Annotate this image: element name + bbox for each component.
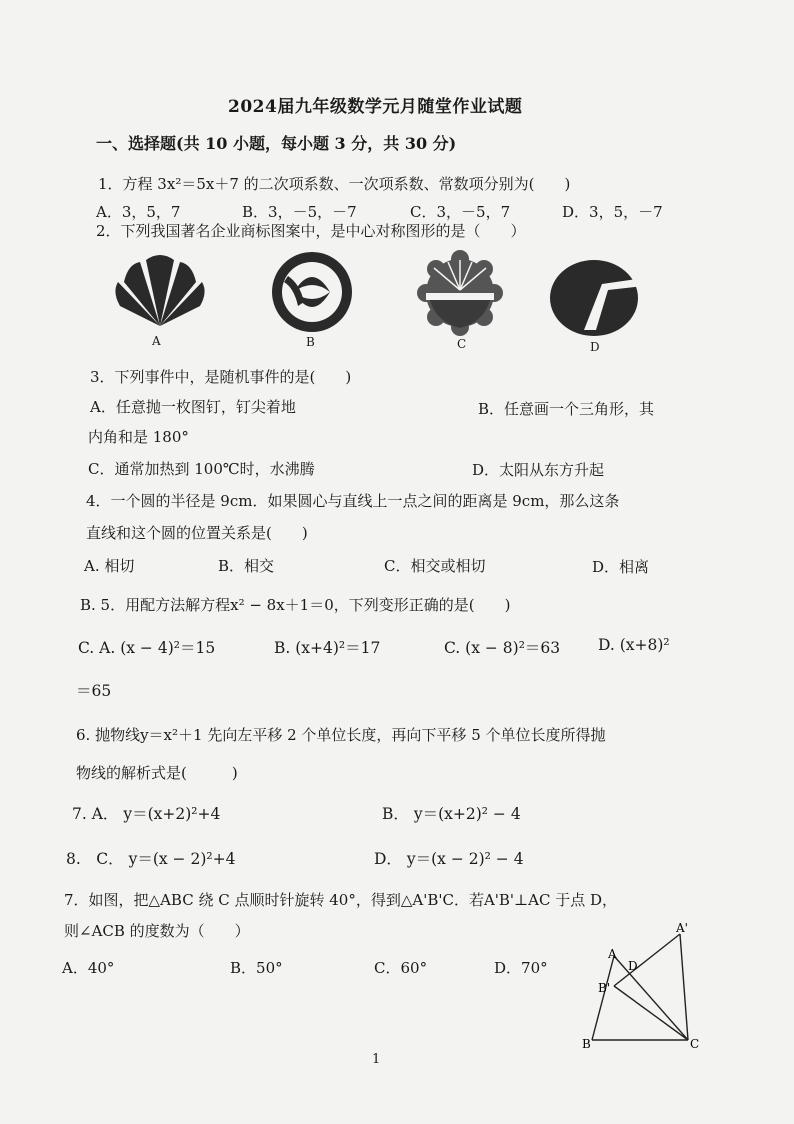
question-6-option-a: 7. A． y＝(x+2)²+4 xyxy=(72,805,221,823)
question-7-option-b: B．50° xyxy=(230,959,283,977)
question-1-option-c: C．3，－5，7 xyxy=(410,203,511,221)
question-3-option-d: D．太阳从东方升起 xyxy=(472,461,605,479)
vertex-label-c: C xyxy=(690,1037,700,1051)
question-5-option-d: D. (x+8)² xyxy=(598,636,670,654)
question-6-option-c: 8. C． y＝(x − 2)²+4 xyxy=(66,850,236,868)
logo-b-label: B xyxy=(306,335,315,349)
question-7-stem-line2: 则∠ACB 的度数为（ ） xyxy=(64,922,250,940)
question-2-stem: 2．下列我国著名企业商标图案中，是中心对称图形的是（ ） xyxy=(96,222,526,240)
question-6-option-d: D． y＝(x − 2)² − 4 xyxy=(374,850,524,868)
question-5-option-a: C. A. (x − 4)²＝15 xyxy=(78,639,216,657)
question-4-option-c: C．相交或相切 xyxy=(384,557,486,575)
question-7-option-d: D．70° xyxy=(494,959,548,977)
question-5-stem: B. 5．用配方法解方程x² − 8x＋1＝0，下列变形正确的是( ) xyxy=(80,596,511,614)
question-1-option-b: B．3，－5，－7 xyxy=(242,203,357,221)
vertex-label-b: B xyxy=(582,1037,591,1051)
question-3-option-b: B．任意画一个三角形，其 xyxy=(478,400,655,418)
question-3-option-b-cont: 内角和是 180° xyxy=(88,428,189,446)
question-3-option-a: A．任意抛一枚图钉，钉尖着地 xyxy=(90,398,296,416)
section-heading: 一、选择题(共 10 小题，每小题 3 分，共 30 分) xyxy=(96,134,457,153)
logo-a-fan-icon xyxy=(110,252,210,328)
logo-a-label: A xyxy=(152,334,161,348)
question-5-option-c: C. (x − 8)²＝63 xyxy=(444,639,561,657)
question-4-option-a: A. 相切 xyxy=(84,557,135,575)
question-7-option-c: C．60° xyxy=(374,959,428,977)
question-4-stem-line1: 4．一个圆的半径是 9cm．如果圆心与直线上一点之间的距离是 9cm，那么这条 xyxy=(86,492,620,510)
question-3-option-c: C．通常加热到 100℃时，水沸腾 xyxy=(88,460,315,478)
page-title: 2024届九年级数学元月随堂作业试题 xyxy=(228,97,523,117)
vertex-label-a-prime: A' xyxy=(676,921,688,935)
question-7-option-a: A．40° xyxy=(62,959,115,977)
logo-c-label: C xyxy=(457,337,467,351)
question-1-option-d: D．3，5，－7 xyxy=(562,203,663,221)
question-4-stem-line2: 直线和这个圆的位置关系是( ) xyxy=(86,524,308,542)
question-1-option-a: A．3，5，7 xyxy=(96,203,181,221)
rotation-triangle-figure xyxy=(576,920,716,1054)
question-4-option-b: B．相交 xyxy=(218,557,275,575)
question-7-stem-line1: 7．如图，把△ABC 绕 C 点顺时针旋转 40°，得到△A'B'C．若A'B'⊥AC 于点 D， xyxy=(64,891,618,909)
question-5-option-d-cont: ＝65 xyxy=(76,682,112,700)
logo-d-disc-icon xyxy=(544,256,648,340)
question-6-option-b: B． y＝(x+2)² − 4 xyxy=(382,805,521,823)
logo-b-ring-icon xyxy=(264,248,360,336)
question-6-stem-line1: 6. 抛物线y＝x²＋1 先向左平移 2 个单位长度，再向下平移 5 个单位长度所得抛 xyxy=(76,726,606,744)
vertex-label-b-prime: B' xyxy=(598,981,611,995)
question-4-option-d: D．相离 xyxy=(592,558,650,576)
question-1-stem: 1．方程 3x²＝5x＋7 的二次项系数、一次项系数、常数项分别为( ) xyxy=(98,175,571,193)
logo-c-scalloped-icon xyxy=(412,250,508,336)
question-3-stem: 3．下列事件中，是随机事件的是( ) xyxy=(90,368,352,386)
logo-d-label: D xyxy=(590,340,600,354)
vertex-label-a: A xyxy=(608,947,617,961)
question-5-option-b: B. (x+4)²＝17 xyxy=(274,639,381,657)
page-number: 1 xyxy=(372,1052,381,1067)
point-label-d: D xyxy=(628,959,638,973)
question-6-stem-line2: 物线的解析式是( ) xyxy=(76,764,238,782)
